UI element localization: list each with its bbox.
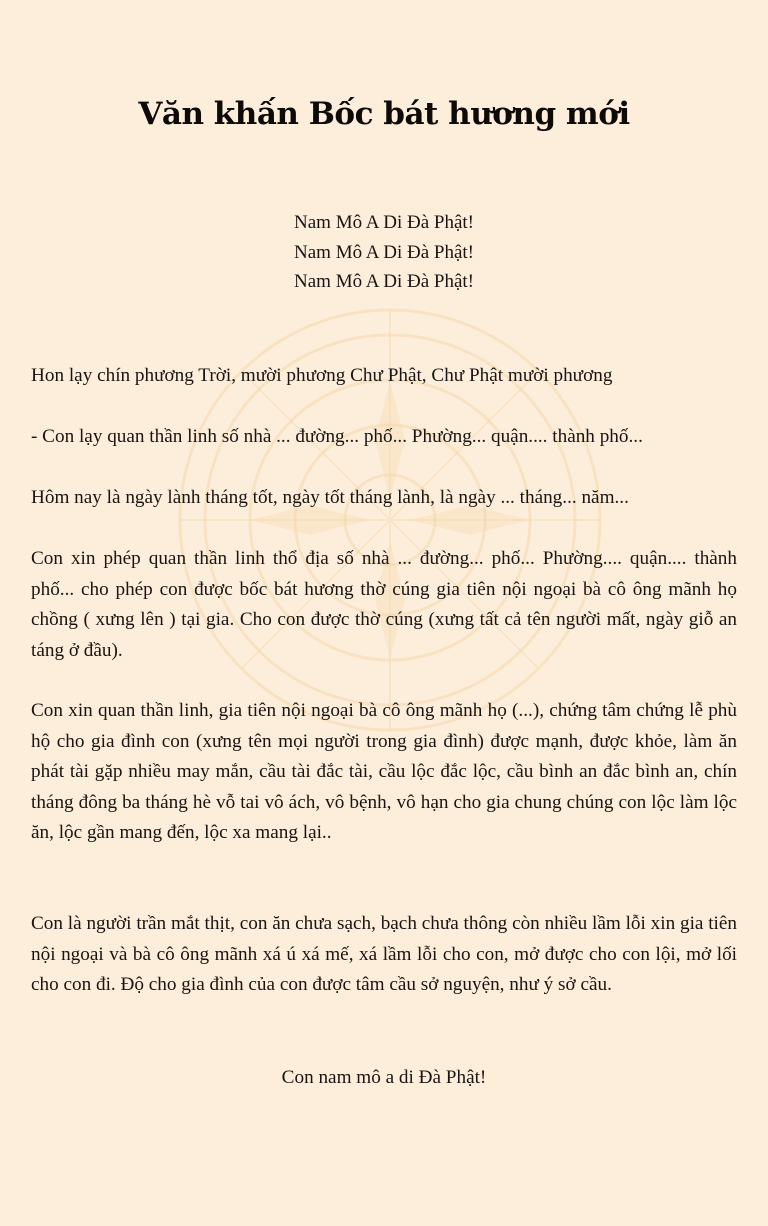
paragraph-address-spirit: - Con lạy quan thần linh số nhà ... đường... phố... Phường... quận.... thành phố...	[31, 426, 643, 447]
paragraph-salutation: Hon lạy chín phương Trời, mười phương Chư Phật, Chư Phật mười phương	[31, 365, 613, 386]
invocation-line: Nam Mô A Di Đà Phật!	[294, 241, 474, 263]
closing-line: Con nam mô a di Đà Phật!	[281, 1067, 487, 1088]
paragraph-date: Hôm nay là ngày lành tháng tốt, ngày tốt tháng lành, là ngày ... tháng... năm...	[31, 487, 629, 508]
paragraph-blessing: Con xin quan thần linh, gia tiên nội ngoại bà cô ông mãnh họ (...), chứng tâm chứng lễ phù hộ cho gia đình con (xưng tên mọi người trong gia đình) được mạnh, được khỏe, làm ăn phát tài gặp nhiều may mắn, cầu tài đắc tài, cầu lộc đắc lộc, cầu bình an đắc bình an, chín tháng đông ba tháng hè vỗ tai vô ách, vô bệnh, vô hạn cho gia chung chúng con lộc làm lộc ăn, lộc gần mang đến, lộc xa mang lại..	[31, 700, 737, 843]
paragraph-request-permission: Con xin phép quan thần linh thổ địa số nhà ... đường... phố... Phường.... quận.... thành phố... cho phép con được bốc bát hương thờ cúng gia tiên nội ngoại bà cô ông mãnh họ chồng ( xưng lên ) tại gia. Cho con được thờ cúng (xưng tất cả tên người mất, ngày giỗ an táng ở đầu).	[31, 548, 737, 661]
invocation-block	[0, 208, 768, 297]
invocation-line: Nam Mô A Di Đà Phật!	[294, 212, 474, 233]
document-title: Văn khấn Bốc bát hương mới	[138, 96, 630, 132]
paragraph-forgiveness: Con là người trần mắt thịt, con ăn chưa sạch, bạch chưa thông còn nhiều lầm lỗi xin gia tiên nội ngoại và bà cô ông mãnh xá ú xá mế, xá lầm lỗi cho con, mở được cho con lội, mở lối cho con đi. Độ cho gia đình của con được tâm cầu sở nguyện, như ý sở cầu.	[31, 913, 737, 995]
invocation-line: Nam Mô A Di Đà Phật!	[294, 271, 474, 292]
